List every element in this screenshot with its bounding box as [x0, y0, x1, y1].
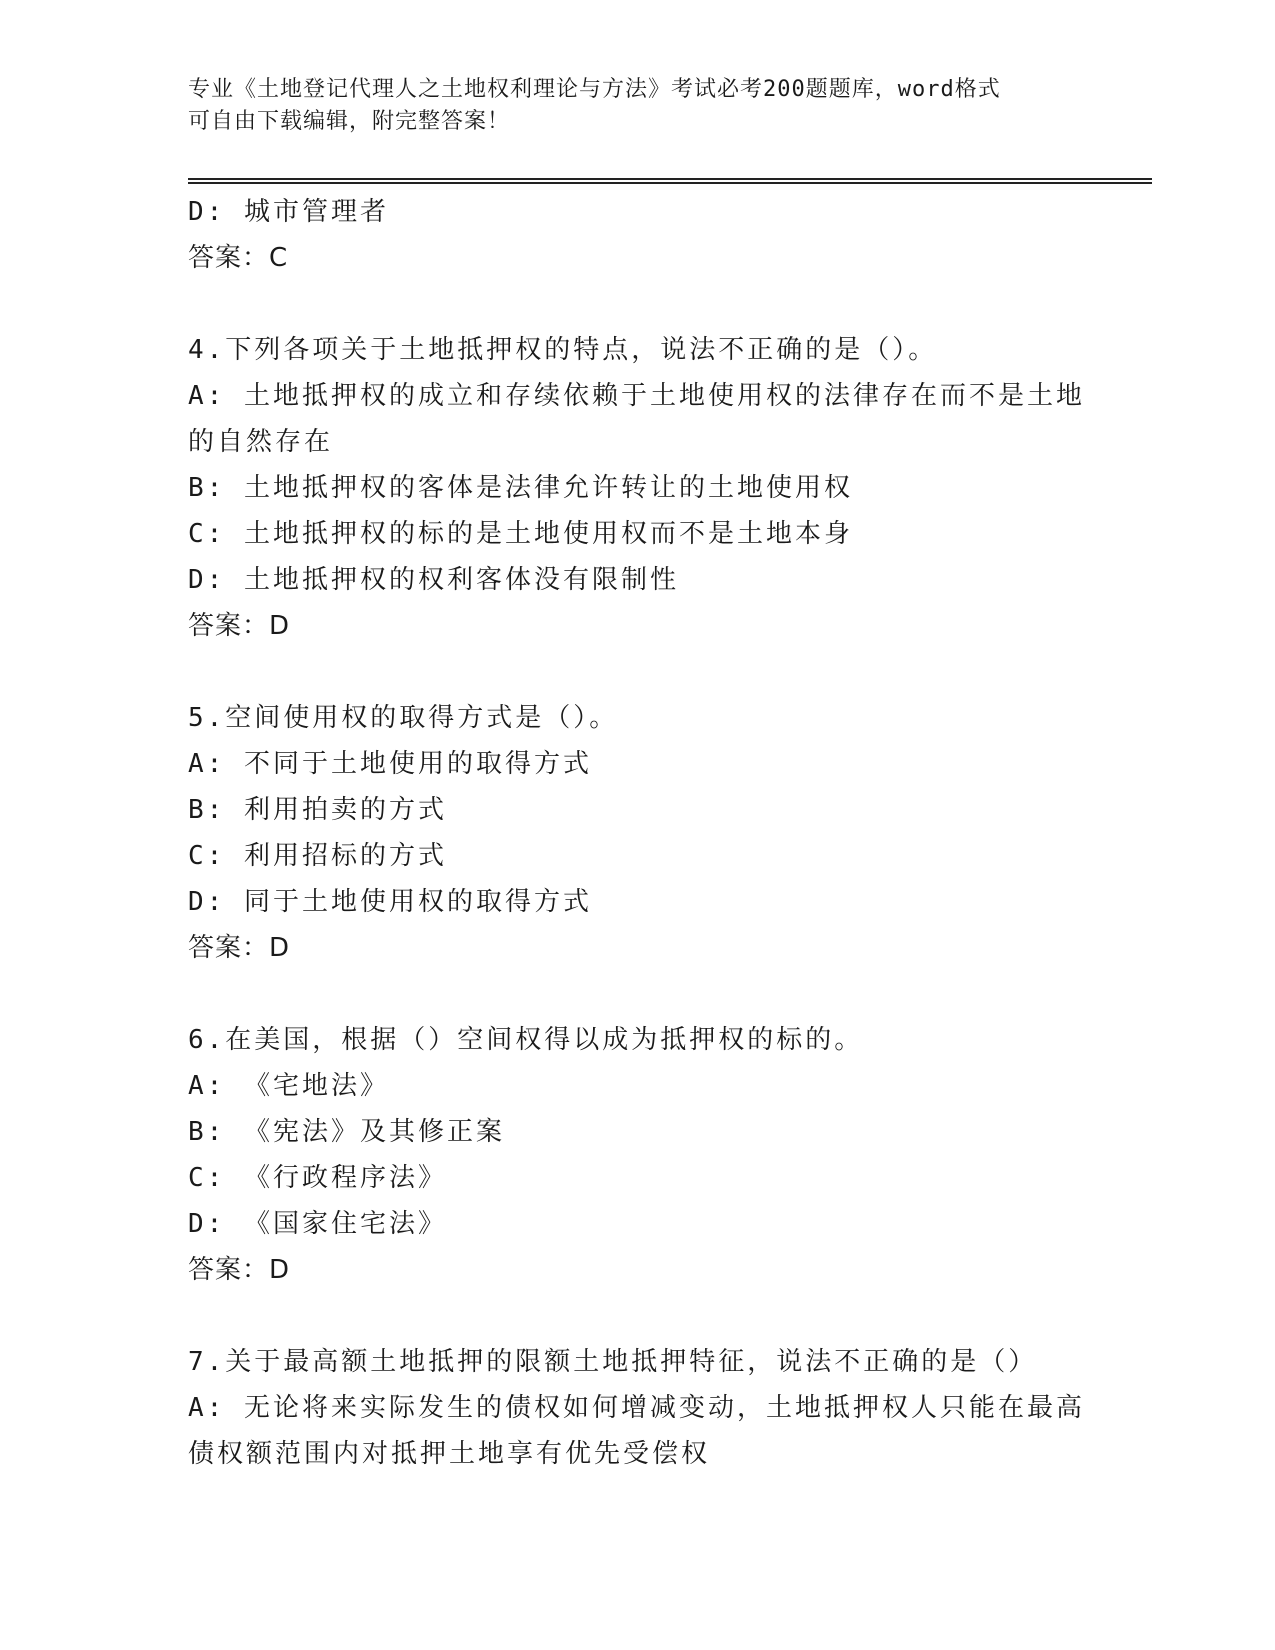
q4-option-c: C: 土地抵押权的标的是土地使用权而不是土地本身	[188, 519, 853, 549]
q3-option-d: D: 城市管理者	[188, 197, 389, 227]
header-line-1: 专业《土地登记代理人之土地权利理论与方法》考试必考200题题库，word格式	[188, 77, 1001, 102]
q5-answer: 答案：D	[188, 933, 291, 963]
question-5	[188, 695, 1088, 971]
q5-option-c: C: 利用招标的方式	[188, 841, 447, 871]
q7-option-a-line-1: A: 无论将来实际发生的债权如何增减变动，土地抵押权人只能在最高	[188, 1393, 1085, 1423]
q4-stem: 4.下列各项关于土地抵押权的特点，说法不正确的是（）。	[188, 335, 938, 365]
q6-option-d: D: 《国家住宅法》	[188, 1209, 447, 1239]
q4-option-a-line-2: 的自然存在	[188, 427, 334, 457]
q5-option-a: A: 不同于土地使用的取得方式	[188, 749, 592, 779]
question-4	[188, 327, 1088, 649]
question-gap	[188, 1293, 1088, 1339]
q5-option-b: B: 利用拍卖的方式	[188, 795, 447, 825]
q6-option-a: A: 《宅地法》	[188, 1071, 389, 1101]
q6-option-c: C: 《行政程序法》	[188, 1163, 447, 1193]
question-gap	[188, 649, 1088, 695]
document-header	[188, 74, 1068, 138]
q5-stem: 5.空间使用权的取得方式是（）。	[188, 703, 619, 733]
q7-stem: 7.关于最高额土地抵押的限额土地抵押特征，说法不正确的是（）	[188, 1347, 1038, 1377]
question-gap	[188, 971, 1088, 1017]
q4-option-d: D: 土地抵押权的权利客体没有限制性	[188, 565, 679, 595]
question-6	[188, 1017, 1088, 1293]
header-line-2: 可自由下载编辑，附完整答案！	[188, 109, 511, 134]
question-gap	[188, 281, 1088, 327]
q6-answer: 答案：D	[188, 1255, 291, 1285]
q5-option-d: D: 同于土地使用权的取得方式	[188, 887, 592, 917]
question-3-tail	[188, 189, 1088, 281]
q4-option-a-line-1: A: 土地抵押权的成立和存续依赖于土地使用权的法律存在而不是土地	[188, 381, 1085, 411]
header-rule-top	[188, 178, 1152, 180]
question-list	[188, 189, 1088, 1477]
q7-option-a-line-2: 债权额范围内对抵押土地享有优先受偿权	[188, 1439, 711, 1469]
q6-stem: 6.在美国，根据（）空间权得以成为抵押权的标的。	[188, 1025, 864, 1055]
q4-answer: 答案：D	[188, 611, 291, 641]
q3-answer: 答案：C	[188, 243, 289, 273]
q4-option-b: B: 土地抵押权的客体是法律允许转让的土地使用权	[188, 473, 853, 503]
question-7	[188, 1339, 1088, 1477]
q6-option-b: B: 《宪法》及其修正案	[188, 1117, 505, 1147]
header-rule-bottom	[188, 182, 1152, 184]
